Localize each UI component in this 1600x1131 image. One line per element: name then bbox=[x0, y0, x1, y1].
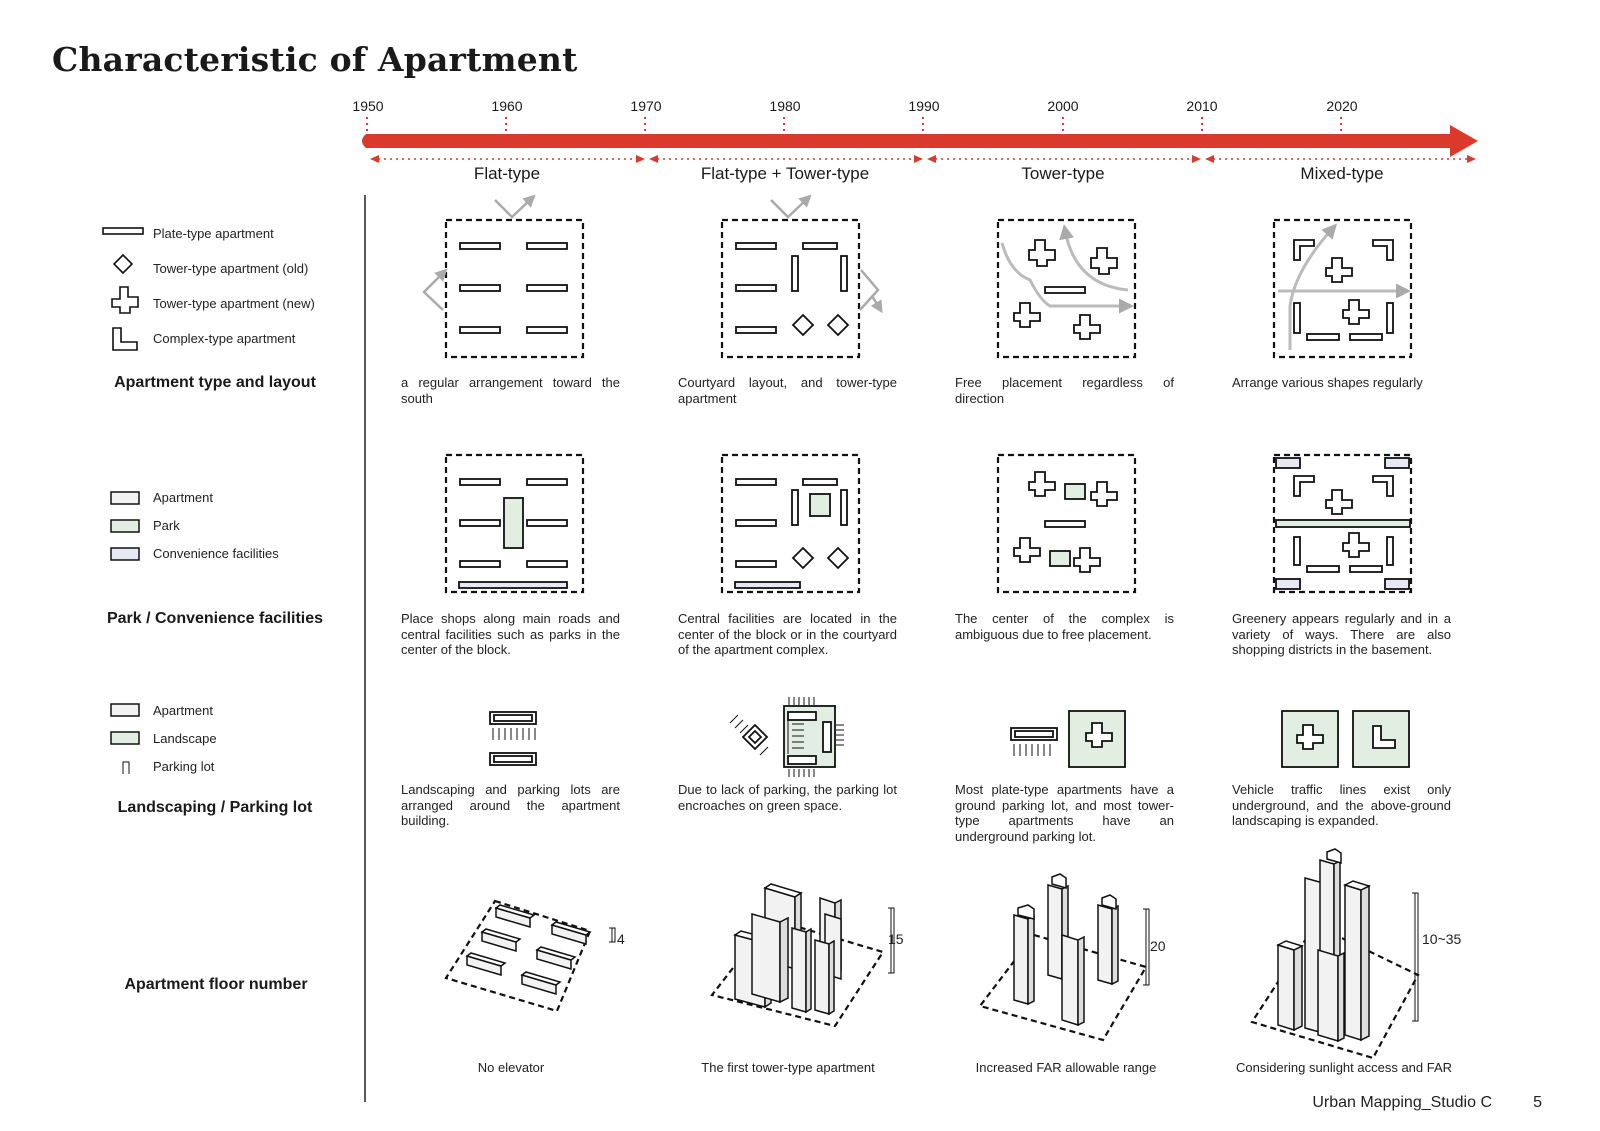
desc-row1-mixed: Arrange various shapes regularly bbox=[1232, 375, 1423, 390]
caption-tower: Increased FAR allowable range bbox=[975, 1060, 1157, 1075]
desc-row3-tower: Most plate-type apartments have a ground parking lot, and most tower-type apartments have an underground parking lot. bbox=[955, 782, 1174, 844]
desc-row3-mixed: Vehicle traffic lines exist only underground, and the above-ground landscaping is expanded. bbox=[1232, 782, 1451, 828]
legend-icons-row1 bbox=[103, 228, 143, 350]
flat-parking-diagram bbox=[490, 712, 536, 765]
floor-label-flat: 4 bbox=[617, 931, 625, 947]
year-label: 2000 bbox=[1047, 98, 1079, 114]
tower-layout bbox=[1014, 240, 1117, 339]
heading-type-layout: Apartment type and layout bbox=[114, 374, 316, 391]
year-label: 1980 bbox=[769, 98, 801, 114]
year-label: 1960 bbox=[491, 98, 523, 114]
page-number: 5 bbox=[1533, 1094, 1542, 1111]
mixed-park-layout bbox=[1276, 458, 1410, 589]
desc-row2-flat-tower: Central facilities are located in the center of the block or in the courtyard of the apartment complex. bbox=[678, 611, 897, 657]
flat-tower-park-layout bbox=[735, 479, 848, 588]
floor-label-mixed: 10~35 bbox=[1422, 931, 1462, 947]
year-label: 1950 bbox=[352, 98, 384, 114]
legend-apartment: Apartment bbox=[153, 490, 213, 505]
desc-row3-flat-tower: Due to lack of parking, the parking lot encroaches on green space. bbox=[678, 782, 897, 813]
tower-parking-diagram bbox=[1011, 711, 1125, 767]
desc-row2-flat: Place shops along main roads and central facilities such as parks in the center of the block. bbox=[401, 611, 620, 657]
legend-landscape: Landscape bbox=[153, 731, 217, 746]
legend-icons-row2 bbox=[111, 492, 139, 560]
desc-row1-tower: Free placement regardless of direction bbox=[955, 375, 1174, 406]
tower-iso-diagram bbox=[980, 874, 1149, 1040]
era-flat-tower-type: Flat-type + Tower-type bbox=[700, 164, 870, 183]
caption-flat-tower: The first tower-type apartment bbox=[701, 1060, 875, 1075]
floor-label-tower: 20 bbox=[1150, 938, 1166, 954]
year-label: 1970 bbox=[630, 98, 662, 114]
mixed-iso-diagram bbox=[1252, 849, 1418, 1058]
heading-landscaping-parking: Landscaping / Parking lot bbox=[117, 799, 313, 816]
era-mixed-type: Mixed-type bbox=[1300, 164, 1384, 183]
desc-row2-mixed: Greenery appears regularly and in a variety of ways. There are also shopping districts in the basement. bbox=[1232, 611, 1451, 657]
legend-plate-type: Plate-type apartment bbox=[153, 226, 274, 241]
tower-park-layout bbox=[1014, 472, 1117, 572]
flat-tower-layout bbox=[736, 243, 848, 335]
legend-tower-old: Tower-type apartment (old) bbox=[153, 261, 309, 276]
legend-park: Park bbox=[153, 518, 180, 533]
caption-mixed: Considering sunlight access and FAR bbox=[1235, 1060, 1453, 1075]
floor-label-flat-tower: 15 bbox=[888, 931, 904, 947]
desc-row1-flat-tower: Courtyard layout, and tower-type apartment bbox=[678, 375, 897, 406]
legend-apartment: Apartment bbox=[153, 703, 213, 718]
year-label: 1990 bbox=[908, 98, 940, 114]
legend-convenience: Convenience facilities bbox=[153, 546, 279, 561]
flat-layout bbox=[460, 243, 567, 333]
era-tower-type: Tower-type bbox=[1021, 164, 1105, 183]
heading-floor-number: Apartment floor number bbox=[124, 976, 308, 993]
era-flat-type: Flat-type bbox=[473, 164, 541, 183]
heading-park-convenience: Park / Convenience facilities bbox=[106, 610, 324, 627]
legend-parking-lot: Parking lot bbox=[153, 759, 215, 774]
caption-flat: No elevator bbox=[477, 1060, 545, 1075]
desc-row1-flat: a regular arrangement toward the south bbox=[401, 375, 620, 406]
flat-tower-parking-diagram bbox=[730, 697, 844, 777]
flat-park-layout bbox=[459, 479, 567, 588]
year-label: 2020 bbox=[1326, 98, 1358, 114]
desc-row3-flat: Landscaping and parking lots are arranged around the apartment building. bbox=[401, 782, 620, 828]
year-label: 2010 bbox=[1186, 98, 1218, 114]
desc-row2-tower: The center of the complex is ambiguous due to free placement. bbox=[955, 611, 1174, 642]
legend-complex-type: Complex-type apartment bbox=[153, 331, 296, 346]
mixed-parking-diagram bbox=[1282, 711, 1409, 767]
page-title: Characteristic of Apartment bbox=[52, 40, 578, 79]
flat-tower-iso-diagram bbox=[712, 884, 894, 1026]
footer-text: Urban Mapping_Studio C bbox=[1312, 1094, 1492, 1111]
flat-iso-diagram bbox=[446, 901, 615, 1011]
legend-icons-row3 bbox=[111, 704, 139, 774]
legend-tower-new: Tower-type apartment (new) bbox=[153, 296, 315, 311]
